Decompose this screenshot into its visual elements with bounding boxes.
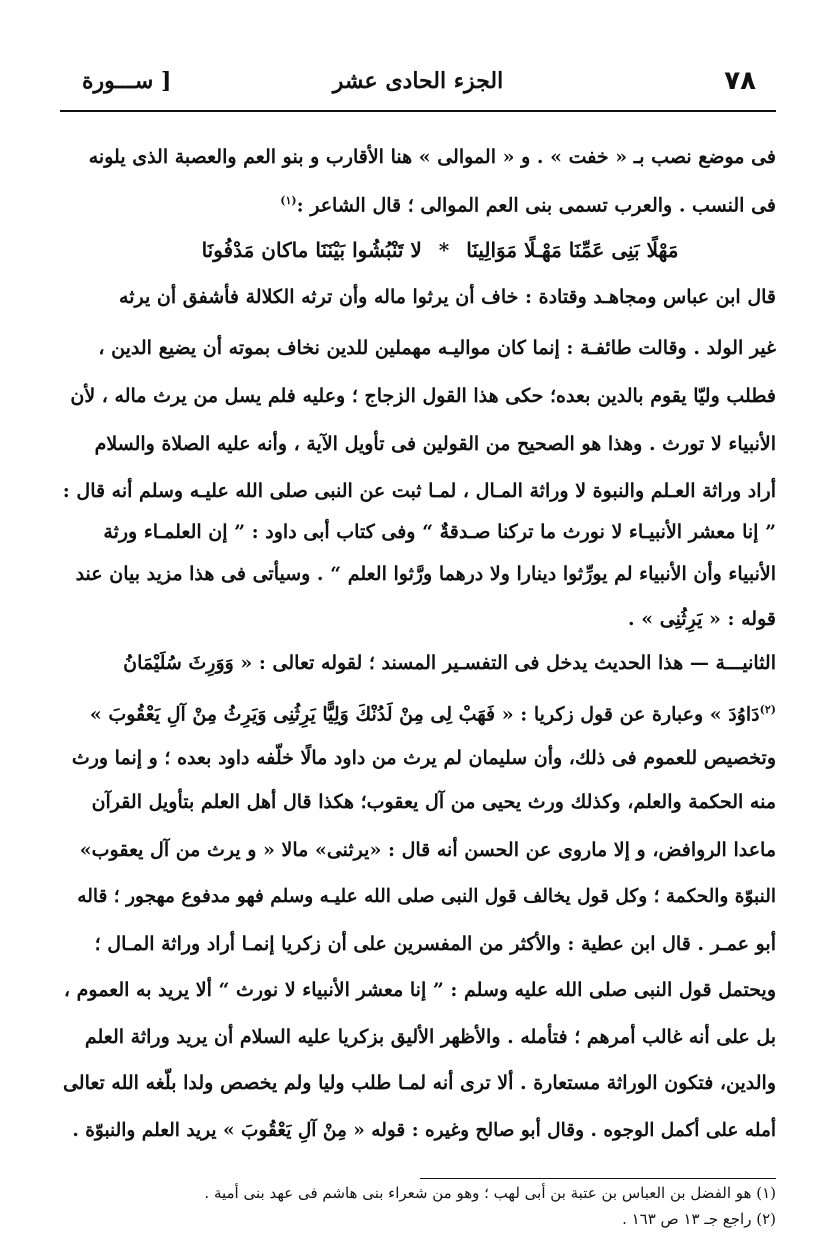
body-line: الأنبياء وأن الأنبياء لم يورِّثوا دينارا ولا درهما ورَّثوا العلم “ . وسيأتى فى هذا مزيد بيان عند [75,563,776,585]
body-line: قال ابن عباس ومجاهـد وقتادة : خاف أن يرثوا ماله وأن ترثه الكلالة فأشفق أن يرثه [119,286,776,308]
body-line: ” إنا معشر الأنبيـاء لا نورث ما تركنا صـدقةٌ “ وفى كتاب أبى داود : ” إن العلمـاء ورثة [103,521,776,543]
body-line: قوله : « يَرِثُنِى » . [628,608,776,630]
footnote-1: (١) هو الفضل بن العباس بن عتبة بن أبى لهب ؛ وهو من شعراء بنى هاشم فى عهد بنى أمية . [204,1184,776,1202]
body-line: النبوّة والحكمة ؛ وكل قول يخالف قول النبى صلى الله عليـه وسلم فهو مدفوع مهجور ؛ قاله [77,886,776,907]
verse-second-hemistich: لا تَنْبُشُوا بَيْنَنَا ماكان مَدْفُونَا [201,238,422,262]
body-line: أراد وراثة العـلم والنبوة لا وراثة المـال ، لمـا ثبت عن النبى صلى الله عليـه وسلم أنه قال : [62,480,776,502]
verse-separator: * [438,238,450,262]
body-line: ويحتمل قول النبى صلى الله عليه وسلم : ” إنا معشر الأنبياء لا نورث “ ألا يريد به العموم ، [63,979,776,1001]
header-rule [60,110,776,112]
body-line: غير الولد . وقالت طائفـة : إنما كان مواليـه مهملين للدين نخاف بموته أن يضيع الدين ، [98,337,776,359]
body-line: الأنبياء لا تورث . وهذا هو الصحيح من القولين فى تأويل الآية ، وأنه عليه الصلاة والسلام [94,433,776,455]
footnote-mark: (٢) [759,703,776,716]
body-line: وتخصيص للعموم فى ذلك، وأن سليمان لم يرث من داود مالًا خلّفه داود بعده ؛ و إنما ورث [71,747,776,769]
body-line: ماعدا الروافض، و إلا ماروى عن الحسن أنه قال : «يرثنى» مالا « و يرث من آل يعقوب» [79,839,776,861]
poetry-verse [180,238,700,262]
verse-first-hemistich: مَهْلًا بَنِى عَمِّنَا مَهْـلًا مَوَالِينَا [466,238,679,262]
sura-label: [ ســـورة [82,68,172,94]
footnotes [80,1184,776,1236]
body-line: الثانيـــة — هذا الحديث يدخل فى التفسـير المسند ؛ لقوله تعالى : « وَوَرِثَ سُلَيْمَانُ [123,652,776,674]
footnote-rule [420,1178,776,1179]
footnote-2: (٢) راجع جـ ١٣ ص ١٦٣ . [622,1210,776,1228]
page-number: ٧٨ [724,66,756,96]
body-line: أمله على أكمل الوجوه . وقال أبو صالح وغيره : قوله « مِنْ آلِ يَعْقُوبَ » يريد العلم والنبوّة . [72,1120,776,1141]
running-head [60,58,776,110]
body-line: منه الحكمة والعلم، وكذلك ورث يحيى من آل يعقوب؛ هكذا قال أهل العلم بتأويل القرآن [91,791,776,813]
body-line: فى موضع نصب بـ « خفت » . و « الموالى » هنا الأقارب و بنو العم والعصبة الذى يلونه [88,146,776,168]
part-title: الجزء الحادى عشر [332,68,504,94]
body-line: فطلب وليّا يقوم بالدين بعده؛ حكى هذا القول الزجاج ؛ وعليه فلم يسل من يرث ماله ، لأن [70,385,776,407]
body-line: بل على أنه غالب أمرهم ؛ فتأمله . والأظهر الأليق بزكريا عليه السلام أن يريد وراثة العلم [84,1026,776,1048]
footnote-mark: (١) [280,194,297,207]
body-line: فى النسب . والعرب تسمى بنى العم الموالى ؛ قال الشاعر :$^{(١)}$ [280,194,776,217]
body-line: $^{(٢)}$دَاوُدَ » وعبارة عن قول زكريا : « فَهَبْ لِى مِنْ لَدُنْكَ وَلِيًّا يَرِثُنِى وَيَرِثُ مِنْ آلِ يَعْقُوبَ » [89,703,776,726]
body-line: والدين، فتكون الوراثة مستعارة . ألا ترى أنه لمـا طلب وليا ولم يخصص ولدا بلّغه الله تعالى [62,1072,776,1094]
body-line: أبو عمـر . قال ابن عطية : والأكثر من المفسرين على أن زكريا إنمـا أراد وراثة المـال ؛ [94,933,776,955]
